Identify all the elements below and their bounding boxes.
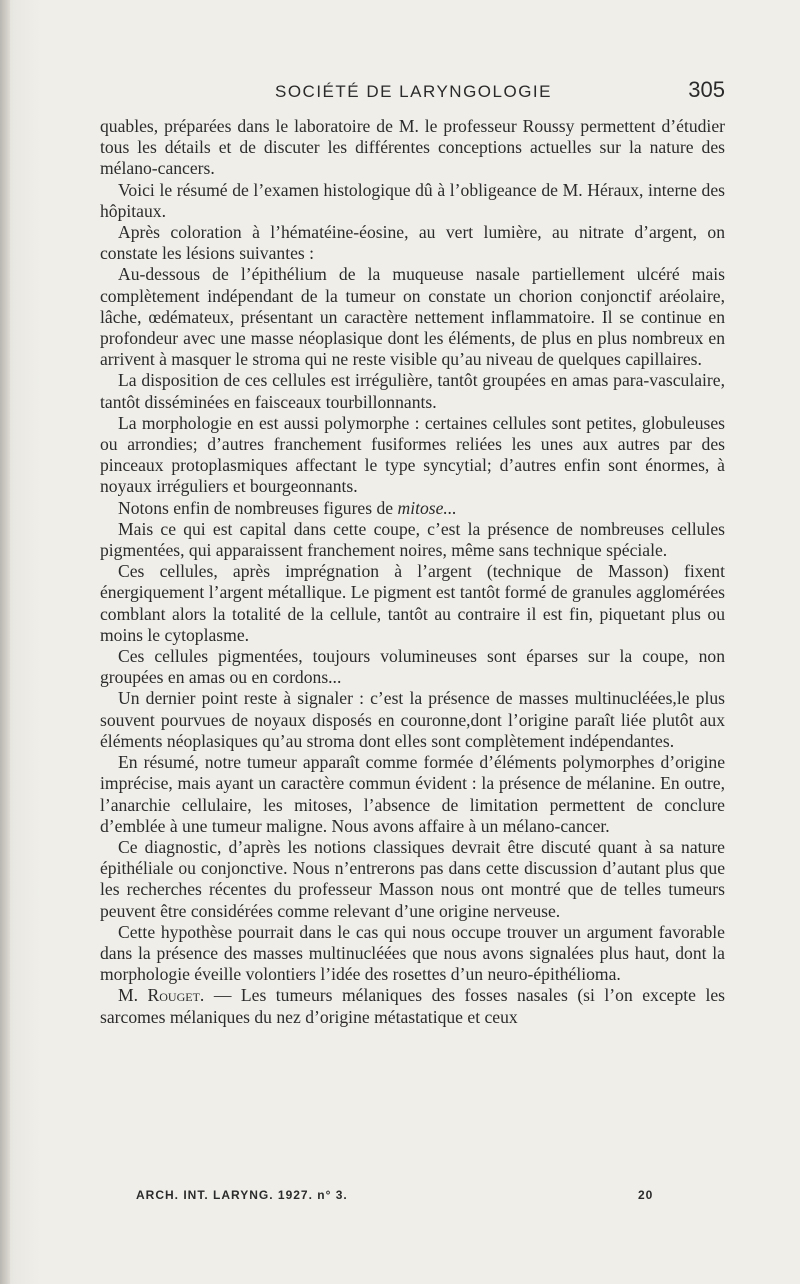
paragraph: Voici le résumé de l’examen histologique dû à l’obligeance de M. Héraux, interne des hôpitaux. <box>100 179 725 221</box>
paragraph: Mais ce qui est capital dans cette coupe, c’est la présence de nombreuses cellules pigmentées, qui apparaissent franchement noires, même sans technique spéciale. <box>100 518 725 561</box>
running-title: SOCIÉTÉ DE LARYNGOLOGIE <box>275 82 552 101</box>
paragraph: quables, préparées dans le laboratoire de M. le professeur Roussy permettent d’étudier tous les détails et de discuter les différentes conceptions actuelles sur la nature des mélano-cancers. <box>100 116 725 179</box>
page-number: 305 <box>688 77 725 102</box>
page-header <box>100 76 725 106</box>
paragraph: Notons enfin de nombreuses figures de mitose... <box>118 497 457 518</box>
italic-term: mitose... <box>397 497 457 518</box>
paragraph: Ce diagnostic, d’après les notions classiques devrait être discuté quant à sa nature épithéliale ou conjonctive. Nous n’entrerons pas dans cette discussion d’autant plus que les recherches récentes du professeur Masson nous ont montré que de telles tumeurs peuvent être considérées comme relevant d’une origine nerveuse. <box>100 836 725 921</box>
paragraph: Ces cellules pigmentées, toujours volumineuses sont éparses sur la coupe, non groupées en amas ou en cordons... <box>100 646 725 688</box>
paragraph: Après coloration à l’hématéine-éosine, au vert lumière, au nitrate d’argent, on constate les lésions suivantes : <box>100 222 725 264</box>
speaker-name: M. Rouget. <box>118 985 205 1006</box>
paragraph: Un dernier point reste à signaler : c’est la présence de masses multinucléées,le plus souvent pourvues de noyaux disposés en couronne,dont l’origine paraît liée plutôt aux éléments néoplasiques qu’au stroma dont elles sont complètement indépendantes. <box>100 688 725 751</box>
paragraph: En résumé, notre tumeur apparaît comme formée d’éléments polymorphes d’origine imprécise, mais ayant un caractère commun évident : la présence de mélanine. En outre, l’anarchie cellulaire, les mitoses, l’absence de limitation permettent de conclure d’emblée à une tumeur maligne. Nous avons affaire à un mélano-cancer. <box>100 752 725 836</box>
paragraph: La disposition de ces cellules est irrégulière, tantôt groupées en amas para-vasculaire, tantôt disséminées en faisceaux tourbillonnants. <box>100 370 725 412</box>
page-footer <box>100 1188 725 1208</box>
signature-mark: 20 <box>638 1188 654 1202</box>
paragraph: La morphologie en est aussi polymorphe : certaines cellules sont petites, globuleuses ou arrondies; d’autres franchement fusiformes reliées les unes aux autres par des pinceaux protoplasmiques affectant le type syncytial; d’autres enfin sont énormes, à noyaux irréguliers et bourgeonnants. <box>100 412 725 497</box>
paragraph: Au-dessous de l’épithélium de la muqueuse nasale partiellement ulcéré mais complètement indépendant de la tumeur on constate un chorion conjonctif aréolaire, lâche, œdémateux, présentant un caractère nettement inflammatoire. Il se continue en profondeur avec une masse néoplasique dont les éléments, de plus en plus nombreux en arrivent à masquer le stroma qui ne reste visible qu’au niveau de quelques capillaires. <box>100 264 725 370</box>
paragraph: M. Rouget. — Les tumeurs mélaniques des fosses nasales (si l’on excepte les sarcomes mélaniques du nez d’origine métastatique et ceux <box>100 985 725 1027</box>
paragraph: Cette hypothèse pourrait dans le cas qui nous occupe trouver un argument favorable dans la présence des masses multinucléées que nous avons signalées plus haut, dont la morphologie éveille volontiers l’idée des rosettes d’un neuro-épithélioma. <box>100 921 725 985</box>
page-spine-shadow <box>0 0 10 1284</box>
journal-reference: ARCH. INT. LARYNG. 1927. n° 3. <box>136 1188 348 1202</box>
paragraph: Ces cellules, après imprégnation à l’argent (technique de Masson) fixent énergiquement l’argent métallique. Le pigment est tantôt formé de granules agglomérées comblant alors la totalité de la cellule, tantôt au contraire il est fin, piquetant plus ou moins le cytoplasme. <box>100 561 725 645</box>
body-text <box>100 116 725 1028</box>
